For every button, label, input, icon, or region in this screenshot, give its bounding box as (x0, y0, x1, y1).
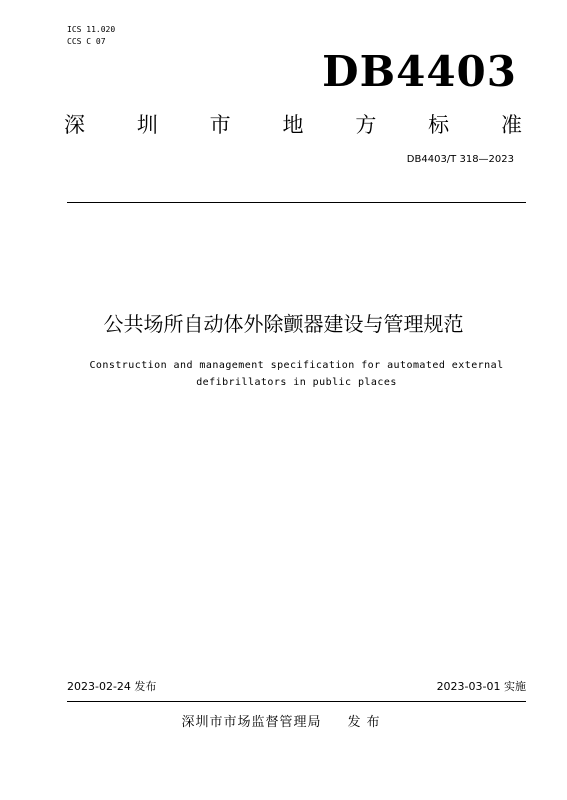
issuer (0, 714, 567, 732)
issuer-organization: 深圳市市场监督管理局 (181, 715, 322, 730)
standard-type (64, 111, 522, 139)
bottom-divider (67, 701, 526, 702)
issue-date: 2023-02-24 发布 (67, 680, 157, 693)
title-chinese: 公共场所自动体外除颤器建设与管理规范 (103, 312, 464, 336)
standard-type-char: 圳 (136, 113, 158, 137)
issuer-action: 发布 (347, 715, 386, 730)
standard-type-char: 标 (428, 113, 450, 137)
standard-mark: DB4403 (322, 47, 517, 96)
top-divider (67, 202, 526, 203)
title-english (70, 357, 523, 391)
title-english-line: Construction and management specification for automated external (89, 360, 504, 371)
ccs-code: CCS C 07 (67, 37, 106, 46)
standard-type-char: 方 (355, 113, 377, 137)
classification-codes (67, 24, 115, 48)
standard-number: DB4403/T 318—2023 (406, 154, 514, 165)
standard-type-char: 准 (500, 113, 522, 137)
implementation-date: 2023-03-01 实施 (436, 680, 526, 693)
standard-type-char: 地 (282, 113, 304, 137)
standard-type-char: 深 (64, 113, 85, 137)
standard-type-char: 市 (209, 113, 231, 137)
title-english-line: defibrillators in public places (196, 377, 397, 388)
ics-code: ICS 11.020 (67, 25, 116, 34)
